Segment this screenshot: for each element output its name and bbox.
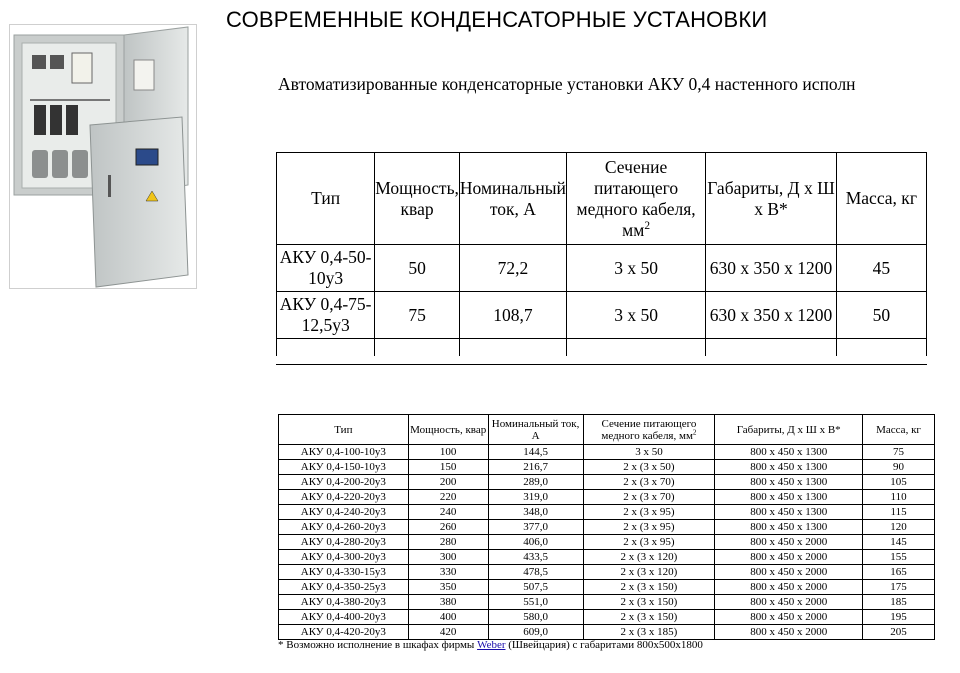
cell-mass: 165 <box>863 565 935 580</box>
cell-mass: 205 <box>863 625 935 640</box>
cell-dims: 800 х 450 х 1300 <box>715 445 863 460</box>
table-header-row <box>277 153 927 245</box>
cell-current: 108,7 <box>459 292 566 339</box>
cell-mass: 115 <box>863 505 935 520</box>
cell-mass: 45 <box>836 245 926 292</box>
table-row <box>279 490 935 505</box>
cell-current: 507,5 <box>488 580 583 595</box>
cell-type: АКУ 0,4-150-10у3 <box>279 460 409 475</box>
cell-current: 551,0 <box>488 595 583 610</box>
cell-current: 348,0 <box>488 505 583 520</box>
cell-power: 300 <box>408 550 488 565</box>
header-dims: Габариты, Д х Ш х В* <box>715 415 863 445</box>
cell-type: АКУ 0,4-240-20у3 <box>279 505 409 520</box>
cell-power: 75 <box>375 292 460 339</box>
cell-mass: 175 <box>863 580 935 595</box>
cell-current: 216,7 <box>488 460 583 475</box>
cell-type: АКУ 0,4-260-20у3 <box>279 520 409 535</box>
table-row <box>279 595 935 610</box>
cell-power: 260 <box>408 520 488 535</box>
footnote-prefix: * Возможно исполнение в шкафах фирмы <box>278 639 478 651</box>
table-row <box>279 505 935 520</box>
table-row <box>279 565 935 580</box>
cell-dims: 800 х 450 х 2000 <box>715 565 863 580</box>
cell-dims: 800 х 450 х 1300 <box>715 490 863 505</box>
cell-current: 433,5 <box>488 550 583 565</box>
table-bottom-line <box>276 364 927 365</box>
cell-cable: 2 х (3 х 95) <box>583 535 715 550</box>
table-row <box>279 580 935 595</box>
cell-dims: 630 х 350 х 1200 <box>706 292 836 339</box>
table-row <box>277 245 927 292</box>
header-type: Тип <box>277 153 375 245</box>
cell-type: АКУ 0,4-350-25у3 <box>279 580 409 595</box>
header-dims: Габариты, Д х Ш х В* <box>706 153 836 245</box>
cell-cable: 3 х 50 <box>566 245 705 292</box>
cell-cable: 3 х 50 <box>566 292 705 339</box>
cell-current: 609,0 <box>488 625 583 640</box>
cell-power: 50 <box>375 245 460 292</box>
cell-power: 220 <box>408 490 488 505</box>
cell-cable: 2 х (3 х 120) <box>583 550 715 565</box>
header-power: Мощность, квар <box>408 415 488 445</box>
cell-dims: 800 х 450 х 1300 <box>715 520 863 535</box>
cell-mass: 155 <box>863 550 935 565</box>
cell-type: АКУ 0,4-420-20у3 <box>279 625 409 640</box>
cell-cable: 2 х (3 х 150) <box>583 610 715 625</box>
cell-mass: 90 <box>863 460 935 475</box>
cell-power: 400 <box>408 610 488 625</box>
cell-power: 380 <box>408 595 488 610</box>
weber-link[interactable]: Weber <box>477 639 506 651</box>
cell-dims: 800 х 450 х 2000 <box>715 595 863 610</box>
table-row <box>279 520 935 535</box>
table-header-row <box>279 415 935 445</box>
capacitor-cabinet-illustration <box>10 25 196 288</box>
cell-type: АКУ 0,4-50-10у3 <box>277 245 375 292</box>
table-row <box>279 550 935 565</box>
cell-current: 377,0 <box>488 520 583 535</box>
footnote-suffix: (Швейцария) с габаритами 800х500х1800 <box>505 639 703 651</box>
cell-mass: 75 <box>863 445 935 460</box>
product-photo <box>9 24 197 289</box>
cell-mass: 195 <box>863 610 935 625</box>
page-subtitle: Автоматизированные конденсаторные установки АКУ 0,4 настенного исполн <box>278 74 856 94</box>
cell-cable: 2 х (3 х 50) <box>583 460 715 475</box>
cell-current: 144,5 <box>488 445 583 460</box>
cell-type: АКУ 0,4-200-20у3 <box>279 475 409 490</box>
table-row <box>279 535 935 550</box>
cell-type: АКУ 0,4-380-20у3 <box>279 595 409 610</box>
header-mass: Масса, кг <box>863 415 935 445</box>
footnote <box>278 639 703 651</box>
cell-cable: 3 х 50 <box>583 445 715 460</box>
cell-cable: 2 х (3 х 150) <box>583 595 715 610</box>
cell-type: АКУ 0,4-75-12,5у3 <box>277 292 375 339</box>
header-power: Мощность, квар <box>375 153 460 245</box>
cell-type: АКУ 0,4-100-10у3 <box>279 445 409 460</box>
cell-power: 100 <box>408 445 488 460</box>
header-type: Тип <box>279 415 409 445</box>
table-row <box>279 610 935 625</box>
cell-current: 289,0 <box>488 475 583 490</box>
cell-mass: 120 <box>863 520 935 535</box>
table-row <box>279 625 935 640</box>
cell-mass: 50 <box>836 292 926 339</box>
cell-dims: 800 х 450 х 2000 <box>715 535 863 550</box>
cell-power: 420 <box>408 625 488 640</box>
cell-current: 406,0 <box>488 535 583 550</box>
cell-dims: 800 х 450 х 2000 <box>715 550 863 565</box>
page-title: СОВРЕМЕННЫЕ КОНДЕНСАТОРНЫЕ УСТАНОВКИ <box>226 7 768 32</box>
cell-current: 580,0 <box>488 610 583 625</box>
cell-dims: 800 х 450 х 2000 <box>715 580 863 595</box>
cell-current: 478,5 <box>488 565 583 580</box>
cell-type: АКУ 0,4-300-20у3 <box>279 550 409 565</box>
cell-power: 200 <box>408 475 488 490</box>
cell-cable: 2 х (3 х 95) <box>583 520 715 535</box>
cell-type: АКУ 0,4-400-20у3 <box>279 610 409 625</box>
cell-power: 330 <box>408 565 488 580</box>
header-cable: Сечение питающего медного кабеля, $мм^2$ <box>566 153 705 245</box>
cell-power: 350 <box>408 580 488 595</box>
cell-dims: 800 х 450 х 1300 <box>715 460 863 475</box>
header-mass: Масса, кг <box>836 153 926 245</box>
cell-cable: 2 х (3 х 70) <box>583 490 715 505</box>
cell-power: 150 <box>408 460 488 475</box>
cell-cable: 2 х (3 х 185) <box>583 625 715 640</box>
cell-cable: 2 х (3 х 95) <box>583 505 715 520</box>
cell-type: АКУ 0,4-220-20у3 <box>279 490 409 505</box>
cell-dims: 800 х 450 х 1300 <box>715 475 863 490</box>
cell-dims: 800 х 450 х 1300 <box>715 505 863 520</box>
cell-mass: 145 <box>863 535 935 550</box>
table-row <box>277 292 927 339</box>
header-current: Номинальный ток, А <box>488 415 583 445</box>
cell-cable: 2 х (3 х 120) <box>583 565 715 580</box>
cell-type: АКУ 0,4-330-15у3 <box>279 565 409 580</box>
cell-current: 319,0 <box>488 490 583 505</box>
table-row <box>279 475 935 490</box>
table-row <box>279 460 935 475</box>
cell-dims: 800 х 450 х 2000 <box>715 625 863 640</box>
cell-cable: 2 х (3 х 150) <box>583 580 715 595</box>
cell-mass: 105 <box>863 475 935 490</box>
cell-current: 72,2 <box>459 245 566 292</box>
floor-units-table <box>278 414 935 640</box>
cell-mass: 185 <box>863 595 935 610</box>
table-empty-row <box>277 339 927 357</box>
header-current: Номинальный ток, А <box>459 153 566 245</box>
wall-mounted-units-table <box>276 152 927 356</box>
cell-cable: 2 х (3 х 70) <box>583 475 715 490</box>
cell-mass: 110 <box>863 490 935 505</box>
header-cable: Сечение питающего медного кабеля, $мм^2$ <box>583 415 715 445</box>
cell-power: 240 <box>408 505 488 520</box>
cell-type: АКУ 0,4-280-20у3 <box>279 535 409 550</box>
cell-power: 280 <box>408 535 488 550</box>
table-row <box>279 445 935 460</box>
cell-dims: 800 х 450 х 2000 <box>715 610 863 625</box>
cell-dims: 630 х 350 х 1200 <box>706 245 836 292</box>
